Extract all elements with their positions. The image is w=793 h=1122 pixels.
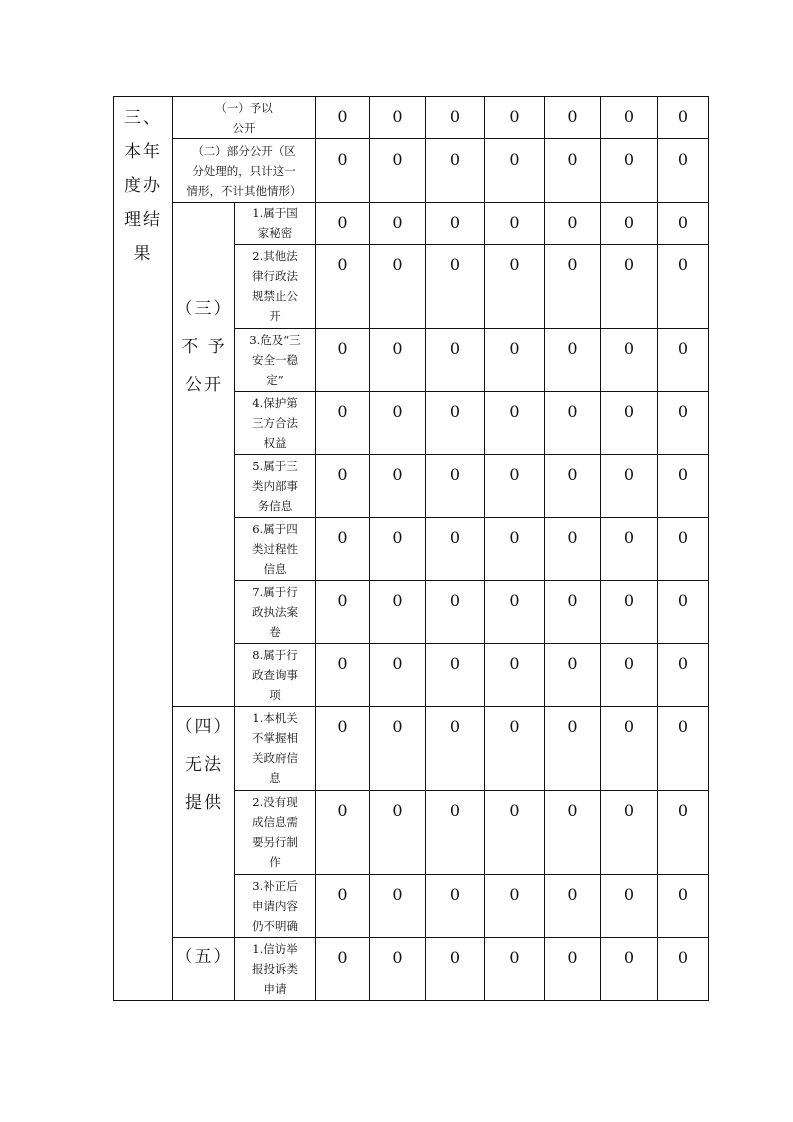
- value-cell: 0: [567, 402, 578, 421]
- value-cell: 0: [392, 528, 403, 547]
- row-label: [235, 708, 315, 788]
- row-label-line: 仍不明确: [252, 919, 298, 933]
- value-cell: 0: [449, 654, 461, 673]
- row-label-line: 6.属于四: [252, 522, 298, 536]
- value-cell: 0: [392, 255, 403, 274]
- value-cell: 0: [509, 885, 520, 904]
- value-cell: 0: [567, 591, 578, 610]
- value-cell: 0: [567, 948, 578, 967]
- row-label-line: 2.其他法: [252, 249, 298, 263]
- row-label: [235, 939, 315, 999]
- value-cell: 0: [449, 339, 461, 358]
- row-divider: [234, 874, 709, 875]
- table-border-bottom: [113, 1000, 709, 1001]
- value-cell: 0: [567, 465, 578, 484]
- value-cell: 0: [509, 255, 520, 274]
- row-label-line: 类内部事: [252, 479, 298, 493]
- row-label: [235, 645, 315, 705]
- row-label-line: 成信息需: [252, 815, 298, 829]
- value-cell: 0: [677, 150, 689, 169]
- value-cell: 0: [677, 528, 689, 547]
- row-label-line: 3.补正后: [252, 879, 298, 893]
- value-cell: 0: [509, 591, 520, 610]
- value-cell: 0: [392, 801, 403, 820]
- value-cell: 0: [337, 948, 348, 967]
- row-label: [235, 393, 315, 453]
- value-cell: 0: [623, 402, 635, 421]
- row-label-line: 政执法案: [252, 605, 298, 619]
- row-divider: [234, 244, 709, 245]
- row-label-line: 情形，不计其他情形）: [186, 184, 302, 198]
- row-label-line: 要另行制: [252, 835, 298, 849]
- value-cell: 0: [449, 107, 461, 126]
- row-label-line: 项: [269, 688, 281, 702]
- row-label: [173, 141, 315, 201]
- row-label-line: 不掌握相: [252, 731, 298, 745]
- value-cell: 0: [449, 150, 461, 169]
- row-label: [173, 98, 315, 138]
- value-cell: 0: [449, 591, 461, 610]
- value-cell: 0: [449, 402, 461, 421]
- row-label-line: 1.本机关: [252, 711, 298, 725]
- row-label-line: 信息: [263, 562, 287, 576]
- value-cell: 0: [623, 465, 635, 484]
- value-cell: 0: [337, 150, 348, 169]
- section-title-line: 本年: [124, 142, 162, 162]
- value-cell: 0: [623, 528, 635, 547]
- value-cell: 0: [567, 339, 578, 358]
- value-cell: 0: [677, 885, 689, 904]
- value-cell: 0: [509, 465, 520, 484]
- value-cell: 0: [337, 885, 348, 904]
- row-label-line: 1.信访举: [252, 942, 298, 956]
- row-divider: [234, 517, 709, 518]
- value-cell: 0: [623, 654, 635, 673]
- row-label-line: 作: [269, 855, 281, 869]
- value-cell: 0: [677, 654, 689, 673]
- row-divider: [234, 580, 709, 581]
- value-cell: 0: [623, 339, 635, 358]
- value-cell: 0: [567, 717, 578, 736]
- value-cell: 0: [392, 402, 403, 421]
- row-label-line: 关政府信: [252, 751, 298, 765]
- row-label: [235, 876, 315, 936]
- value-cell: 0: [449, 948, 461, 967]
- row-label-line: （二）部分公开（区: [192, 144, 296, 158]
- row-label-line: 规禁止公: [252, 289, 298, 303]
- value-cell: 0: [677, 591, 689, 610]
- value-cell: 0: [677, 255, 689, 274]
- value-cell: 0: [337, 255, 348, 274]
- value-cell: 0: [509, 948, 520, 967]
- row-label-line: 4.保护第: [252, 396, 298, 410]
- value-cell: 0: [623, 591, 635, 610]
- value-cell: 0: [677, 107, 689, 126]
- value-cell: 0: [567, 107, 578, 126]
- row-label: [235, 203, 315, 243]
- row-label-line: （一）予以: [215, 101, 273, 115]
- row-label-line: 8.属于行: [252, 648, 298, 662]
- value-cell: 0: [677, 465, 689, 484]
- value-cell: 0: [509, 402, 520, 421]
- table-border-top: [113, 96, 709, 97]
- value-cell: 0: [449, 213, 461, 232]
- row-divider: [172, 937, 709, 938]
- value-cell: 0: [392, 948, 403, 967]
- value-cell: 0: [623, 717, 635, 736]
- value-cell: 0: [677, 801, 689, 820]
- group-label-line: （四）: [175, 717, 233, 737]
- row-label-line: 开: [269, 309, 281, 323]
- row-label-line: 息: [269, 771, 281, 785]
- value-cell: 0: [337, 717, 348, 736]
- row-label-line: 申请内容: [252, 899, 298, 913]
- value-cell: 0: [677, 948, 689, 967]
- group-label-line: （三）: [175, 299, 233, 319]
- row-label-line: 7.属于行: [252, 585, 298, 599]
- value-cell: 0: [509, 717, 520, 736]
- row-divider: [234, 454, 709, 455]
- value-cell: 0: [449, 528, 461, 547]
- value-cell: 0: [567, 801, 578, 820]
- row-label-line: 1.属于国: [252, 206, 298, 220]
- value-cell: 0: [509, 801, 520, 820]
- row-label-line: 3.危及“三: [249, 333, 301, 347]
- row-label: [235, 582, 315, 642]
- value-cell: 0: [392, 465, 403, 484]
- section-title: [113, 101, 173, 271]
- row-label-line: 三方合法: [252, 416, 298, 430]
- section-title-line: 果: [133, 244, 153, 264]
- row-label-line: 家秘密: [257, 226, 293, 240]
- row-label-line: 政查询事: [252, 668, 298, 682]
- row-label-line: 2.没有现: [252, 795, 298, 809]
- value-cell: 0: [449, 255, 461, 274]
- value-cell: 0: [509, 150, 520, 169]
- group-label-line: 提供: [185, 793, 223, 813]
- value-cell: 0: [509, 107, 520, 126]
- row-label: [235, 519, 315, 579]
- group-label-line: 公开: [185, 375, 223, 395]
- group-label: [173, 708, 235, 822]
- row-label-line: 卷: [269, 625, 281, 639]
- value-cell: 0: [623, 885, 635, 904]
- row-label-line: 权益: [263, 436, 287, 450]
- value-cell: 0: [392, 885, 403, 904]
- row-divider: [234, 328, 709, 329]
- value-cell: 0: [567, 213, 578, 232]
- value-cell: 0: [567, 528, 578, 547]
- value-cell: 0: [509, 339, 520, 358]
- value-cell: 0: [392, 150, 403, 169]
- row-label-line: 申请: [263, 982, 287, 996]
- value-cell: 0: [337, 107, 348, 126]
- row-label-line: 类过程性: [252, 542, 298, 556]
- value-cell: 0: [392, 107, 403, 126]
- value-cell: 0: [449, 885, 461, 904]
- row-label: [235, 792, 315, 872]
- value-cell: 0: [449, 465, 461, 484]
- value-cell: 0: [567, 885, 578, 904]
- value-cell: 0: [623, 107, 635, 126]
- value-cell: 0: [567, 255, 578, 274]
- group-label-line: 不 予: [181, 337, 227, 357]
- value-cell: 0: [337, 339, 348, 358]
- value-cell: 0: [337, 402, 348, 421]
- row-label-line: 安全一稳: [252, 353, 298, 367]
- group-label-line: 无法: [185, 755, 223, 775]
- group-label: [173, 290, 235, 404]
- value-cell: 0: [392, 717, 403, 736]
- value-cell: 0: [677, 213, 689, 232]
- row-label-line: 5.属于三: [252, 459, 298, 473]
- value-cell: 0: [677, 402, 689, 421]
- value-cell: 0: [337, 528, 348, 547]
- value-cell: 0: [337, 213, 348, 232]
- row-label: [235, 330, 315, 390]
- row-label: [235, 246, 315, 326]
- section-title-line: 度办: [124, 176, 162, 196]
- group-label: [173, 944, 235, 971]
- value-cell: 0: [337, 465, 348, 484]
- value-cell: 0: [677, 717, 689, 736]
- value-cell: 0: [509, 654, 520, 673]
- row-divider: [234, 643, 709, 644]
- value-cell: 0: [623, 255, 635, 274]
- row-label-line: 报投诉类: [252, 962, 298, 976]
- row-label-line: 公开: [232, 121, 256, 135]
- row-divider: [234, 391, 709, 392]
- value-cell: 0: [509, 528, 520, 547]
- statistics-table: [113, 96, 709, 1001]
- value-cell: 0: [623, 150, 635, 169]
- value-cell: 0: [623, 801, 635, 820]
- row-divider: [172, 138, 709, 139]
- table-border-right: [708, 96, 709, 1001]
- value-cell: 0: [623, 948, 635, 967]
- section-title-line: 理结: [124, 210, 162, 230]
- value-cell: 0: [677, 339, 689, 358]
- group-label-line: （五）: [175, 947, 233, 967]
- value-cell: 0: [337, 591, 348, 610]
- value-cell: 0: [567, 150, 578, 169]
- row-label: [235, 456, 315, 516]
- row-divider: [172, 706, 709, 707]
- row-label-line: 律行政法: [252, 269, 298, 283]
- value-cell: 0: [337, 801, 348, 820]
- row-label-line: 分处理的，只计这一: [192, 164, 296, 178]
- value-cell: 0: [392, 339, 403, 358]
- value-cell: 0: [623, 213, 635, 232]
- value-cell: 0: [392, 213, 403, 232]
- value-cell: 0: [337, 654, 348, 673]
- value-cell: 0: [449, 801, 461, 820]
- value-cell: 0: [449, 717, 461, 736]
- section-title-line: 三、: [124, 108, 162, 128]
- value-cell: 0: [392, 654, 403, 673]
- value-cell: 0: [392, 591, 403, 610]
- row-label-line: 务信息: [257, 499, 293, 513]
- value-cell: 0: [509, 213, 520, 232]
- value-cell: 0: [567, 654, 578, 673]
- row-divider: [234, 790, 709, 791]
- row-label-line: 定”: [266, 373, 284, 387]
